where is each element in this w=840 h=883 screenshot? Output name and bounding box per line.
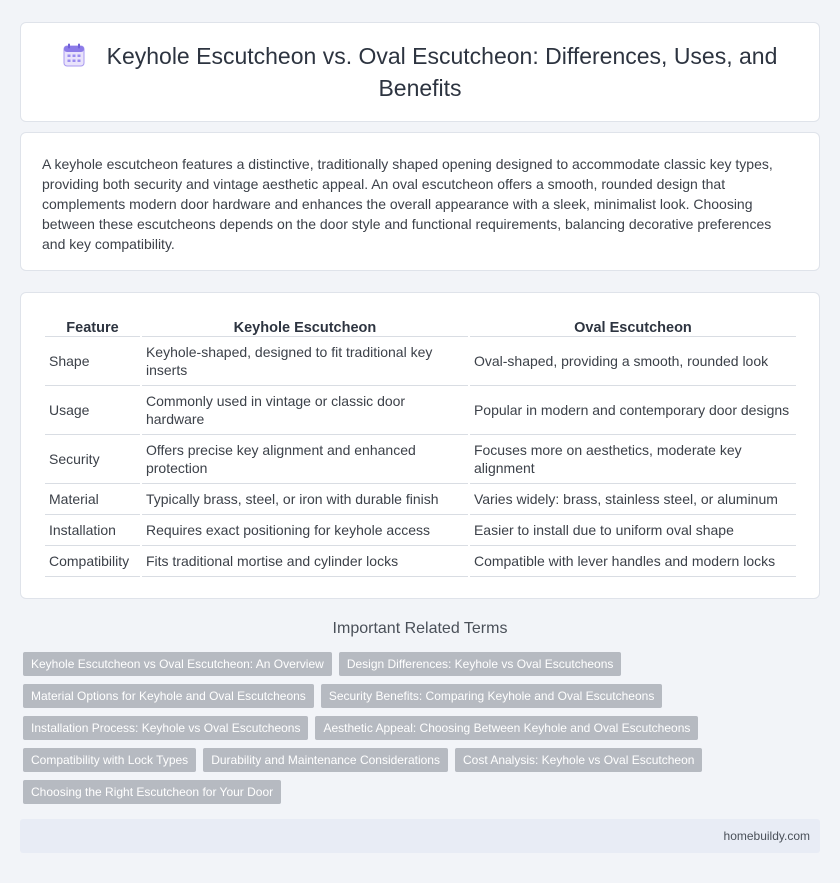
table-cell-feature: Security bbox=[45, 435, 140, 484]
table-header-feature: Feature bbox=[45, 311, 140, 337]
table-cell-keyhole: Typically brass, steel, or iron with durable finish bbox=[142, 484, 468, 515]
related-term-tag[interactable]: Material Options for Keyhole and Oval Escutcheons bbox=[23, 684, 314, 708]
table-cell-keyhole: Requires exact positioning for keyhole access bbox=[142, 515, 468, 546]
page-title: Keyhole Escutcheon vs. Oval Escutcheon: Differences, Uses, and Benefits bbox=[106, 42, 778, 101]
tag-row bbox=[23, 652, 813, 676]
table-cell-feature: Compatibility bbox=[45, 546, 140, 577]
header-card bbox=[20, 22, 820, 122]
table-cell-oval: Oval-shaped, providing a smooth, rounded look bbox=[470, 337, 796, 386]
related-term-tag[interactable]: Security Benefits: Comparing Keyhole and Oval Escutcheons bbox=[321, 684, 663, 708]
tag-row bbox=[23, 748, 813, 772]
table-cell-oval: Varies widely: brass, stainless steel, or aluminum bbox=[470, 484, 796, 515]
table-row bbox=[45, 337, 796, 386]
related-terms-title: Important Related Terms bbox=[332, 620, 508, 637]
related-term-tag[interactable]: Installation Process: Keyhole vs Oval Escutcheons bbox=[23, 716, 308, 740]
related-term-tag[interactable]: Design Differences: Keyhole vs Oval Escutcheons bbox=[339, 652, 622, 676]
table-cell-keyhole: Fits traditional mortise and cylinder locks bbox=[142, 546, 468, 577]
page-title-block bbox=[51, 42, 789, 103]
related-term-tag[interactable]: Aesthetic Appeal: Choosing Between Keyhole and Oval Escutcheons bbox=[315, 716, 698, 740]
footer-site-name[interactable]: homebuildy.com bbox=[723, 829, 810, 843]
related-term-tag[interactable]: Compatibility with Lock Types bbox=[23, 748, 196, 772]
related-term-tag[interactable]: Cost Analysis: Keyhole vs Oval Escutcheon bbox=[455, 748, 702, 772]
table-row bbox=[45, 515, 796, 546]
table-cell-feature: Installation bbox=[45, 515, 140, 546]
related-terms-tags bbox=[23, 652, 813, 812]
intro-paragraph: A keyhole escutcheon features a distinctive, traditionally shaped opening designed to accommodate classic key types, providing both security and vintage aesthetic appeal. An oval escutcheon offers a smooth, rounded design that complements modern door hardware and enhances the overall appearance with a sleek, minimalist look. Choosing between these escutcheons depends on the door style and functional requirements, balancing decorative preferences and key compatibility. bbox=[42, 156, 773, 252]
table-cell-keyhole: Commonly used in vintage or classic door hardware bbox=[142, 386, 468, 435]
table-cell-oval: Easier to install due to uniform oval shape bbox=[470, 515, 796, 546]
comparison-table bbox=[43, 311, 798, 577]
related-term-tag[interactable]: Keyhole Escutcheon vs Oval Escutcheon: An Overview bbox=[23, 652, 332, 676]
related-term-tag[interactable]: Durability and Maintenance Considerations bbox=[203, 748, 448, 772]
table-cell-keyhole: Keyhole-shaped, designed to fit traditional key inserts bbox=[142, 337, 468, 386]
table-cell-feature: Material bbox=[45, 484, 140, 515]
table-row bbox=[45, 435, 796, 484]
table-cell-feature: Usage bbox=[45, 386, 140, 435]
tag-row bbox=[23, 780, 813, 804]
tag-row bbox=[23, 684, 813, 708]
table-cell-oval: Compatible with lever handles and modern locks bbox=[470, 546, 796, 577]
table-row bbox=[45, 546, 796, 577]
comparison-table-card bbox=[20, 292, 820, 599]
table-cell-oval: Popular in modern and contemporary door designs bbox=[470, 386, 796, 435]
intro-card bbox=[20, 132, 820, 271]
calendar-icon bbox=[63, 43, 85, 74]
table-header-keyhole: Keyhole Escutcheon bbox=[142, 311, 468, 337]
tag-row bbox=[23, 716, 813, 740]
related-term-tag[interactable]: Choosing the Right Escutcheon for Your Door bbox=[23, 780, 281, 804]
footer bbox=[20, 819, 820, 853]
table-cell-feature: Shape bbox=[45, 337, 140, 386]
table-cell-keyhole: Offers precise key alignment and enhanced protection bbox=[142, 435, 468, 484]
table-cell-oval: Focuses more on aesthetics, moderate key alignment bbox=[470, 435, 796, 484]
table-row bbox=[45, 484, 796, 515]
table-header-oval: Oval Escutcheon bbox=[470, 311, 796, 337]
table-row bbox=[45, 386, 796, 435]
